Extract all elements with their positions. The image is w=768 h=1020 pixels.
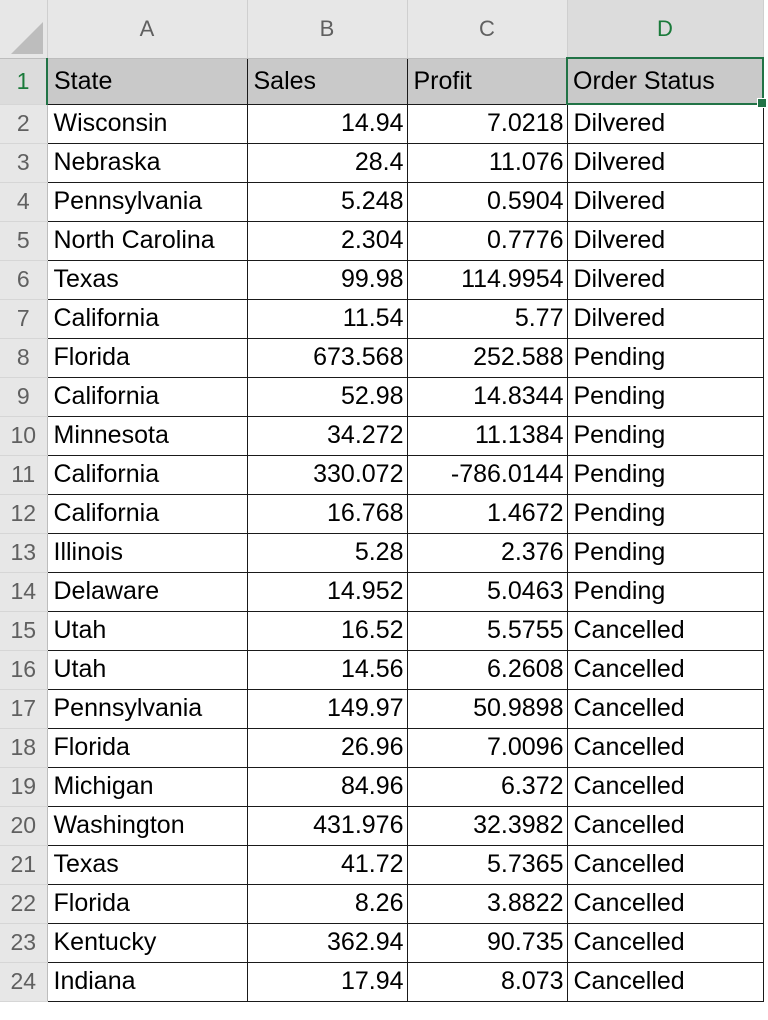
cell-state[interactable]: Utah (47, 611, 247, 650)
cell-order-status[interactable]: Cancelled (567, 650, 763, 689)
cell-order-status[interactable]: Pending (567, 455, 763, 494)
cell-sales[interactable]: 16.52 (247, 611, 407, 650)
table-row (0, 182, 763, 221)
table-row (0, 260, 763, 299)
cell-profit[interactable]: 0.5904 (407, 182, 567, 221)
select-all-triangle-icon (11, 22, 43, 54)
column-header-a[interactable]: A (47, 0, 247, 58)
cell-sales[interactable]: 14.56 (247, 650, 407, 689)
cell-order-status[interactable]: Pending (567, 572, 763, 611)
cell-order-status[interactable]: Pending (567, 338, 763, 377)
cell-profit[interactable]: 5.5755 (407, 611, 567, 650)
row-header[interactable]: 16 (0, 650, 47, 689)
table-row (0, 572, 763, 611)
cell-state[interactable]: North Carolina (47, 221, 247, 260)
cell-sales[interactable]: 14.952 (247, 572, 407, 611)
cell-order-status[interactable]: Cancelled (567, 806, 763, 845)
table-row (0, 845, 763, 884)
cell-sales[interactable]: 26.96 (247, 728, 407, 767)
cell-order-status[interactable]: Dilvered (567, 260, 763, 299)
cell-state[interactable]: Texas (47, 260, 247, 299)
row-header[interactable]: 5 (0, 221, 47, 260)
cell-profit[interactable]: 0.7776 (407, 221, 567, 260)
row-header[interactable]: 1 (0, 58, 47, 104)
cell-profit[interactable]: 8.073 (407, 962, 567, 1001)
table-row (0, 923, 763, 962)
cell-order-status[interactable]: Pending (567, 416, 763, 455)
fill-handle[interactable] (757, 98, 767, 108)
cell-profit[interactable]: 1.4672 (407, 494, 567, 533)
table-row (0, 767, 763, 806)
table-row (0, 650, 763, 689)
cell-order-status[interactable]: Cancelled (567, 767, 763, 806)
cell-order-status[interactable]: Pending (567, 533, 763, 572)
row-header[interactable]: 19 (0, 767, 47, 806)
cell-state[interactable]: Wisconsin (47, 104, 247, 143)
cell-state[interactable]: California (47, 299, 247, 338)
cell-state[interactable]: Utah (47, 650, 247, 689)
table-row (0, 299, 763, 338)
cell-profit[interactable]: 5.7365 (407, 845, 567, 884)
cell-state[interactable]: Illinois (47, 533, 247, 572)
cell-sales[interactable]: 362.94 (247, 923, 407, 962)
cell-order-status[interactable]: Dilvered (567, 182, 763, 221)
cell-order-status[interactable]: Dilvered (567, 221, 763, 260)
table-row (0, 377, 763, 416)
cell-state[interactable]: Florida (47, 338, 247, 377)
row-header[interactable]: 18 (0, 728, 47, 767)
row-header[interactable]: 22 (0, 884, 47, 923)
cell-state[interactable]: Pennsylvania (47, 689, 247, 728)
table-row (0, 338, 763, 377)
cell-profit[interactable]: 114.9954 (407, 260, 567, 299)
cell-sales[interactable]: 5.248 (247, 182, 407, 221)
cell-order-status[interactable]: Pending (567, 377, 763, 416)
row-header[interactable]: 24 (0, 962, 47, 1001)
cell-state[interactable]: Washington (47, 806, 247, 845)
cell-order-status[interactable]: Cancelled (567, 884, 763, 923)
cell-sales[interactable]: 41.72 (247, 845, 407, 884)
cell-state[interactable]: Michigan (47, 767, 247, 806)
cell-sales[interactable]: 14.94 (247, 104, 407, 143)
row-header[interactable]: 7 (0, 299, 47, 338)
cell-sales[interactable]: 52.98 (247, 377, 407, 416)
cell-profit[interactable]: 7.0096 (407, 728, 567, 767)
table-row (0, 221, 763, 260)
cell-state[interactable]: California (47, 455, 247, 494)
table-row (0, 533, 763, 572)
cell-order-status[interactable]: Dilvered (567, 104, 763, 143)
row-header[interactable]: 14 (0, 572, 47, 611)
row-header[interactable]: 8 (0, 338, 47, 377)
cell-sales[interactable]: 330.072 (247, 455, 407, 494)
row-header[interactable]: 12 (0, 494, 47, 533)
table-row (0, 728, 763, 767)
table-row (0, 884, 763, 923)
cell-profit[interactable]: 32.3982 (407, 806, 567, 845)
row-header[interactable]: 11 (0, 455, 47, 494)
table-row (0, 455, 763, 494)
cell-state[interactable]: Minnesota (47, 416, 247, 455)
row-header[interactable]: 9 (0, 377, 47, 416)
cell-state[interactable]: California (47, 494, 247, 533)
cell-profit[interactable]: 6.372 (407, 767, 567, 806)
cell-profit[interactable]: -786.0144 (407, 455, 567, 494)
row-header[interactable]: 10 (0, 416, 47, 455)
row-header[interactable]: 6 (0, 260, 47, 299)
table-row (0, 494, 763, 533)
cell-profit[interactable]: 14.8344 (407, 377, 567, 416)
row-header[interactable]: 23 (0, 923, 47, 962)
cell-state[interactable]: Florida (47, 728, 247, 767)
row-header[interactable]: 13 (0, 533, 47, 572)
cell-sales[interactable]: 149.97 (247, 689, 407, 728)
table-header-row (0, 58, 763, 104)
cell-header-profit[interactable]: Profit (407, 58, 567, 104)
column-header-c[interactable]: C (407, 0, 567, 58)
row-header[interactable]: 21 (0, 845, 47, 884)
cell-sales[interactable]: 99.98 (247, 260, 407, 299)
row-header[interactable]: 4 (0, 182, 47, 221)
cell-state[interactable]: Indiana (47, 962, 247, 1001)
cell-order-status[interactable]: Dilvered (567, 143, 763, 182)
cell-order-status[interactable]: Cancelled (567, 689, 763, 728)
cell-header-state[interactable]: State (47, 58, 247, 104)
cell-sales[interactable]: 2.304 (247, 221, 407, 260)
cell-profit[interactable]: 6.2608 (407, 650, 567, 689)
table-row (0, 689, 763, 728)
table-row (0, 104, 763, 143)
cell-profit[interactable]: 11.1384 (407, 416, 567, 455)
cell-profit[interactable]: 5.0463 (407, 572, 567, 611)
column-header-b[interactable]: B (247, 0, 407, 58)
select-all-corner[interactable] (0, 0, 47, 58)
table-row (0, 806, 763, 845)
cell-order-status[interactable]: Pending (567, 494, 763, 533)
cell-profit[interactable]: 11.076 (407, 143, 567, 182)
cell-sales[interactable]: 34.272 (247, 416, 407, 455)
column-header-row (0, 0, 763, 58)
row-header[interactable]: 15 (0, 611, 47, 650)
cell-sales[interactable]: 84.96 (247, 767, 407, 806)
cell-profit[interactable]: 5.77 (407, 299, 567, 338)
cell-state[interactable]: Nebraska (47, 143, 247, 182)
cell-state[interactable]: Florida (47, 884, 247, 923)
cell-order-status[interactable]: Dilvered (567, 299, 763, 338)
table-row (0, 416, 763, 455)
row-header[interactable]: 17 (0, 689, 47, 728)
cell-header-order-status-selected[interactable] (567, 58, 763, 104)
cell-header-order-status-text: Order Status (573, 66, 715, 95)
row-header[interactable]: 20 (0, 806, 47, 845)
cell-order-status[interactable]: Cancelled (567, 845, 763, 884)
cell-order-status[interactable]: Cancelled (567, 923, 763, 962)
cell-state[interactable]: Delaware (47, 572, 247, 611)
cell-sales[interactable]: 8.26 (247, 884, 407, 923)
cell-profit[interactable]: 7.0218 (407, 104, 567, 143)
cell-profit[interactable]: 90.735 (407, 923, 567, 962)
cell-state[interactable]: Texas (47, 845, 247, 884)
cell-profit[interactable]: 3.8822 (407, 884, 567, 923)
cell-profit[interactable]: 252.588 (407, 338, 567, 377)
cell-header-sales[interactable]: Sales (247, 58, 407, 104)
cell-sales[interactable]: 5.28 (247, 533, 407, 572)
cell-sales[interactable]: 28.4 (247, 143, 407, 182)
cell-sales[interactable]: 673.568 (247, 338, 407, 377)
cell-state[interactable]: California (47, 377, 247, 416)
table-row (0, 962, 763, 1001)
cell-sales[interactable]: 431.976 (247, 806, 407, 845)
column-header-d[interactable]: D (567, 0, 763, 58)
cell-profit[interactable]: 50.9898 (407, 689, 567, 728)
cell-sales[interactable]: 16.768 (247, 494, 407, 533)
row-header[interactable]: 3 (0, 143, 47, 182)
cell-order-status[interactable]: Cancelled (567, 611, 763, 650)
cell-state[interactable]: Kentucky (47, 923, 247, 962)
cell-sales[interactable]: 17.94 (247, 962, 407, 1001)
table-row (0, 611, 763, 650)
cell-order-status[interactable]: Cancelled (567, 728, 763, 767)
cell-profit[interactable]: 2.376 (407, 533, 567, 572)
cell-order-status[interactable]: Cancelled (567, 962, 763, 1001)
table-row (0, 143, 763, 182)
cell-sales[interactable]: 11.54 (247, 299, 407, 338)
row-header[interactable]: 2 (0, 104, 47, 143)
cell-state[interactable]: Pennsylvania (47, 182, 247, 221)
